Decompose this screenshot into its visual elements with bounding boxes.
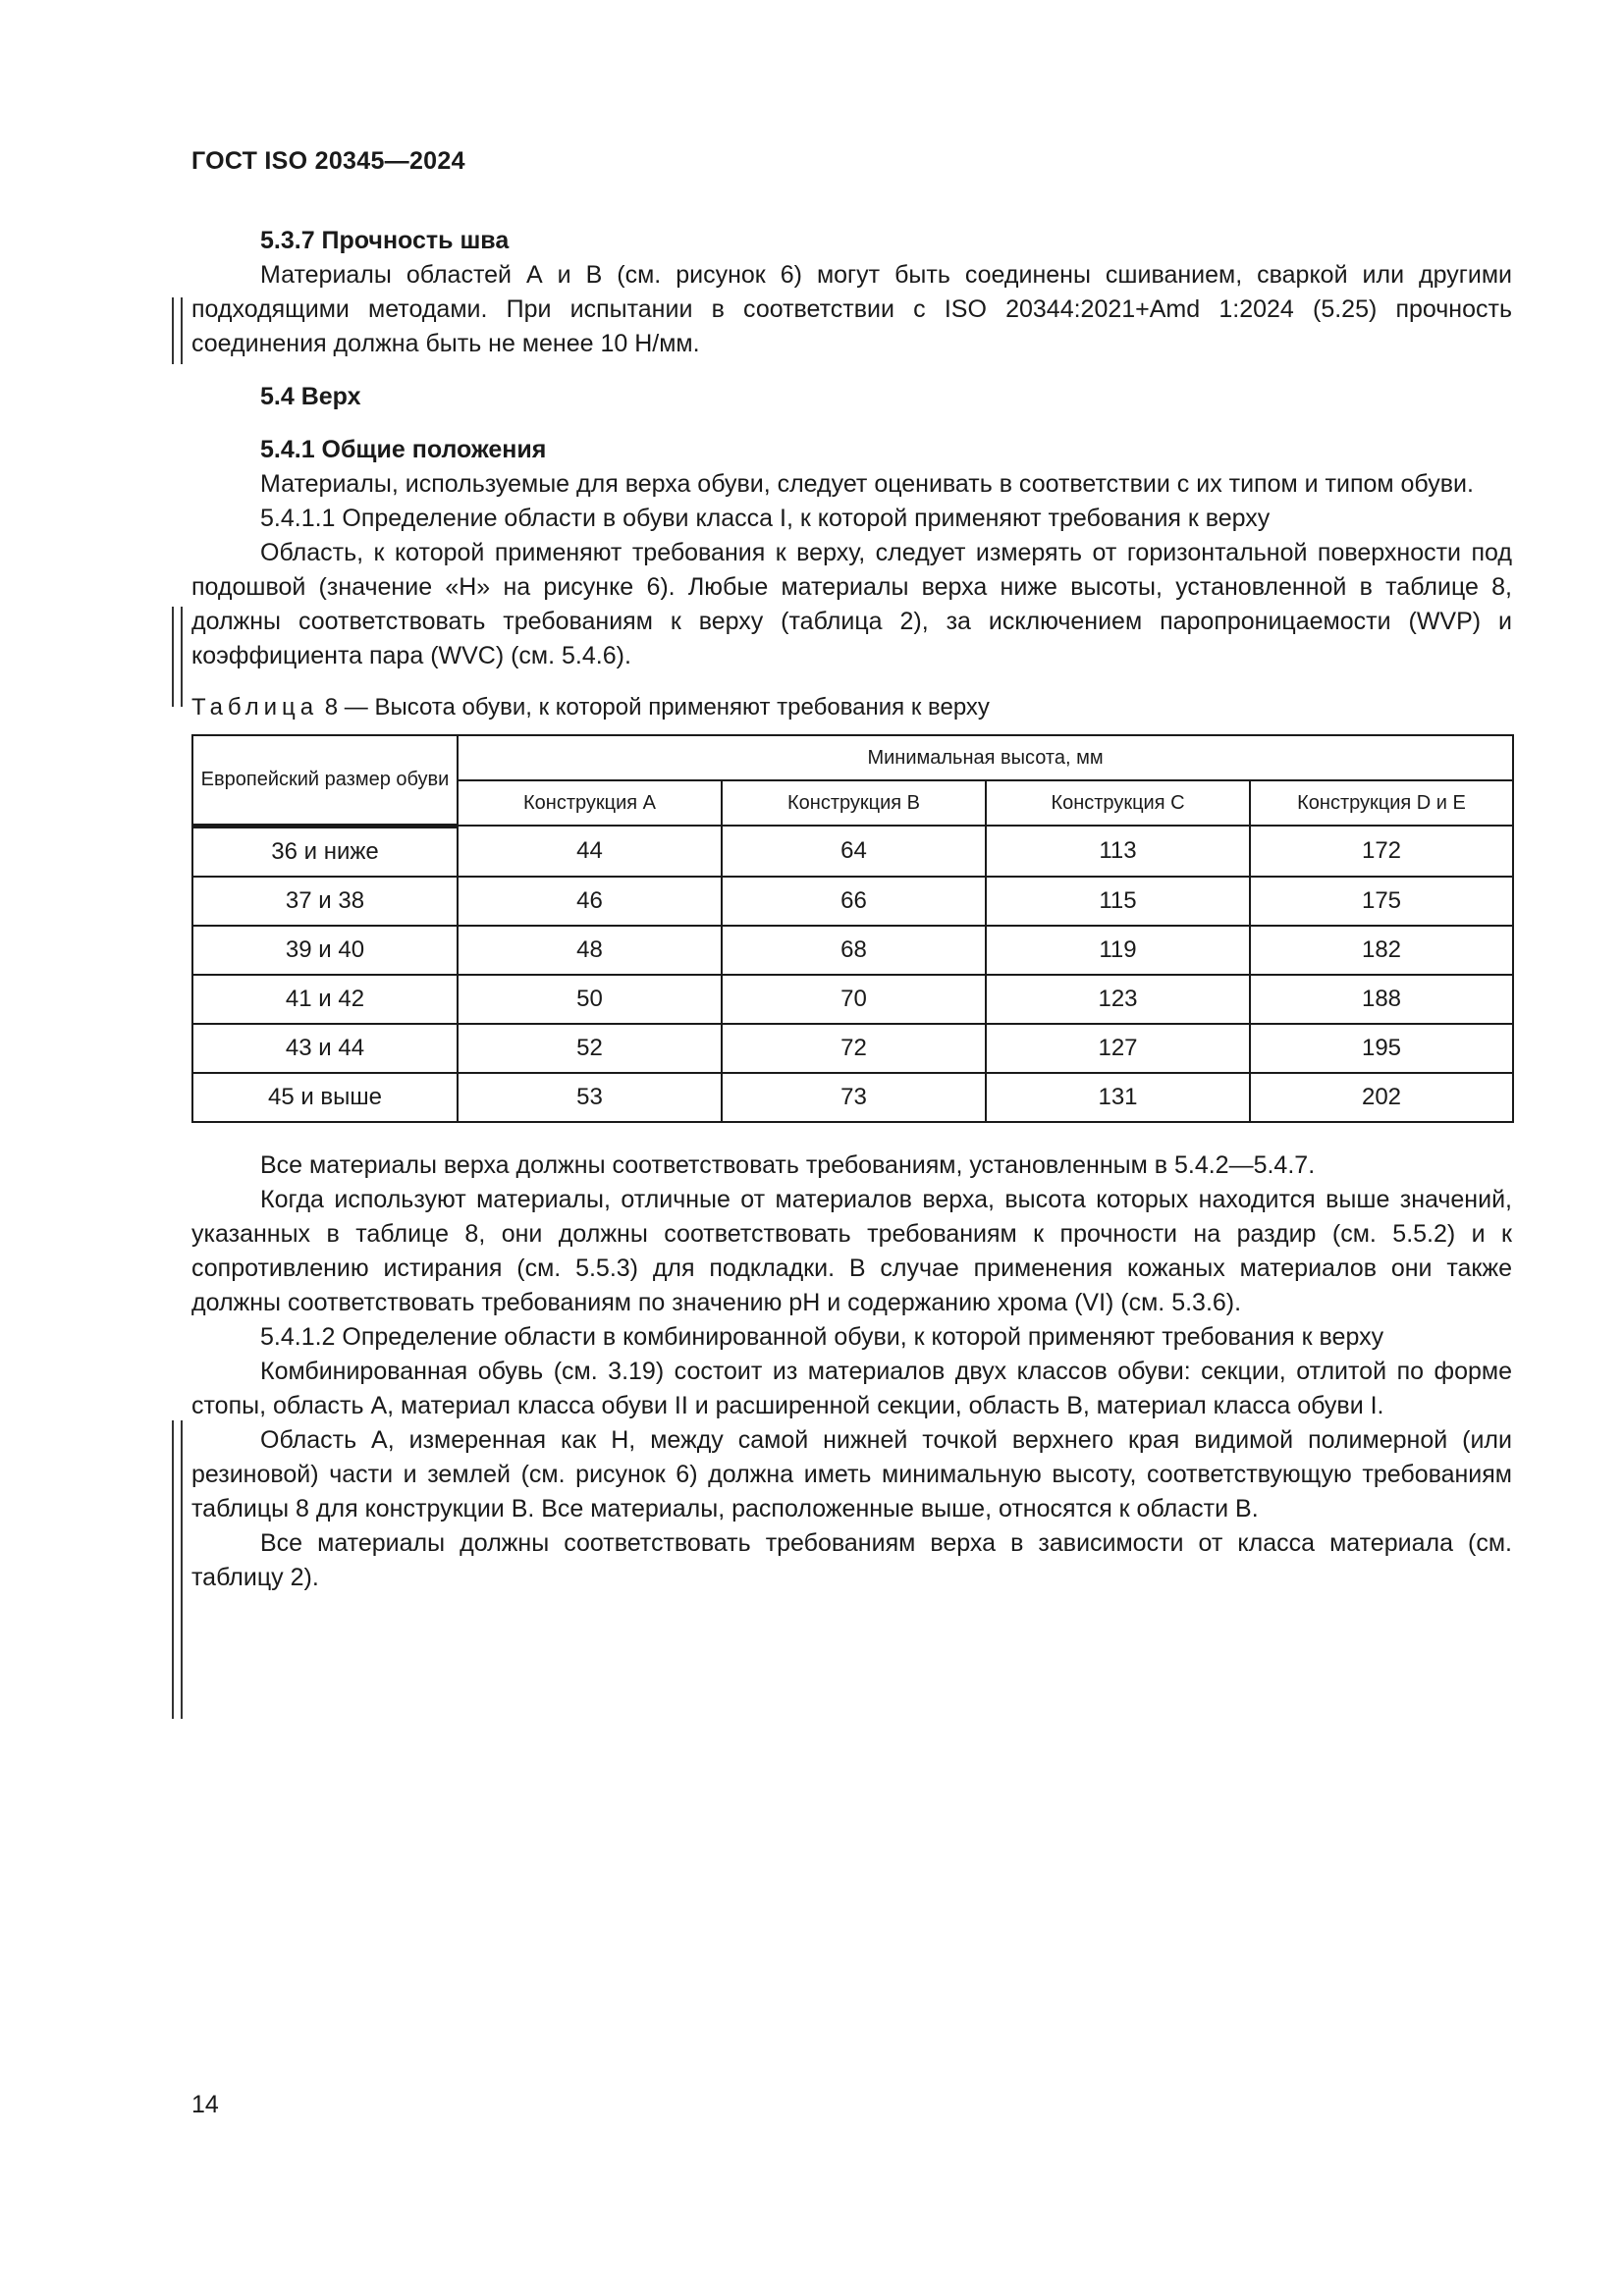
table-cell: 52 bbox=[458, 1024, 722, 1073]
table-cell: 39 и 40 bbox=[192, 926, 458, 975]
height-requirements-table bbox=[191, 734, 1514, 1123]
table-cell: 48 bbox=[458, 926, 722, 975]
column-header-construction-de: Конструкция D и E bbox=[1250, 780, 1513, 826]
table-cell: 195 bbox=[1250, 1024, 1513, 1073]
subsection-heading-5-4-1-2: 5.4.1.2 Определение области в комбинированной обуви, к которой применяют требования к верху bbox=[260, 1322, 1384, 1351]
table-cell: 188 bbox=[1250, 975, 1513, 1024]
table-cell: 53 bbox=[458, 1073, 722, 1122]
paragraph: Материалы областей А и В (см. рисунок 6) могут быть соединены сшиванием, сваркой или другими подходящими методами. При испытании в соответствии с ISO 20344:2021+Amd 1:2024 (5.25) прочность соединения должна быть не менее 10 Н/мм. bbox=[191, 261, 1512, 357]
page-number: 14 bbox=[191, 2091, 219, 2118]
table-cell: 70 bbox=[722, 975, 986, 1024]
section-heading-5-4-1: 5.4.1 Общие положения bbox=[260, 436, 547, 463]
table-cell: 123 bbox=[986, 975, 1250, 1024]
change-bar bbox=[172, 607, 183, 707]
table-cell: 202 bbox=[1250, 1073, 1513, 1122]
document-header: ГОСТ ISO 20345—2024 bbox=[191, 147, 465, 175]
table-row bbox=[192, 877, 1513, 926]
column-group-header-min-height: Минимальная высота, мм bbox=[458, 735, 1513, 780]
table-cell: 131 bbox=[986, 1073, 1250, 1122]
paragraph: Материалы, используемые для верха обуви, следует оценивать в соответствии с их типом и типом обуви. bbox=[260, 470, 1474, 498]
table-cell: 43 и 44 bbox=[192, 1024, 458, 1073]
paragraph: Все материалы должны соответствовать требованиям верха в зависимости от класса материала (см. таблицу 2). bbox=[191, 1528, 1512, 1591]
table-cell: 115 bbox=[986, 877, 1250, 926]
column-header-construction-c: Конструкция С bbox=[986, 780, 1250, 826]
table-cell: 44 bbox=[458, 826, 722, 877]
table-caption bbox=[191, 693, 1512, 722]
table-cell: 127 bbox=[986, 1024, 1250, 1073]
column-header-construction-b: Конструкция В bbox=[722, 780, 986, 826]
table-cell: 72 bbox=[722, 1024, 986, 1073]
change-bar bbox=[172, 1420, 183, 1719]
paragraph: Когда используют материалы, отличные от материалов верха, высота которых находится выше значений, указанных в таблице 8, они должны соответствовать требованиям к прочности на раздир (см. 5.5.2) и к сопротивлению истирания (см. 5.5.3) для подкладки. В случае применения кожаных материалов они также должны соответствовать требованиям по значению pH и содержанию хрома (VI) (см. 5.3.6). bbox=[191, 1185, 1512, 1316]
table-cell: 66 bbox=[722, 877, 986, 926]
table-row bbox=[192, 826, 1513, 877]
table-cell: 50 bbox=[458, 975, 722, 1024]
change-bar bbox=[172, 297, 183, 364]
table-cell: 113 bbox=[986, 826, 1250, 877]
paragraph: Область А, измеренная как H, между самой нижней точкой верхнего края видимой полимерной (или резиновой) части и землей (см. рисунок 6) должна иметь минимальную высоту, соответствующую требованиям таблицы 8 для конструкции В. Все материалы, расположенные выше, относятся к области В. bbox=[191, 1425, 1512, 1522]
table-row bbox=[192, 1073, 1513, 1122]
table-caption-text: 8 — Высота обуви, к которой применяют требования к верху bbox=[318, 694, 990, 721]
table-cell: 36 и ниже bbox=[192, 826, 458, 877]
table-cell: 37 и 38 bbox=[192, 877, 458, 926]
column-header-size: Европейский размер обуви bbox=[192, 735, 458, 826]
table-cell: 64 bbox=[722, 826, 986, 877]
table-cell: 45 и выше bbox=[192, 1073, 458, 1122]
table-cell: 46 bbox=[458, 877, 722, 926]
paragraph: Комбинированная обувь (см. 3.19) состоит из материалов двух классов обуви: секции, отлитой по форме стопы, область А, материал класса обуви II и расширенной секции, область В, материал класса обуви I. bbox=[191, 1357, 1512, 1419]
table-cell: 41 и 42 bbox=[192, 975, 458, 1024]
paragraph: Область, к которой применяют требования к верху, следует измерять от горизонтальной поверхности под подошвой (значение «H» на рисунке 6). Любые материалы верха ниже высоты, установленной в таблице 8, должны соответствовать требованиям к верху (таблица 2), за исключением паропроницаемости (WVP) и коэффициента пара (WVC) (см. 5.4.6). bbox=[191, 539, 1512, 669]
table-caption-label: Таблица bbox=[191, 694, 319, 721]
table-cell: 119 bbox=[986, 926, 1250, 975]
table-cell: 182 bbox=[1250, 926, 1513, 975]
section-heading-5-3-7: 5.3.7 Прочность шва bbox=[260, 227, 510, 254]
table-cell: 175 bbox=[1250, 877, 1513, 926]
table-cell: 73 bbox=[722, 1073, 986, 1122]
table-row bbox=[192, 926, 1513, 975]
table-cell: 68 bbox=[722, 926, 986, 975]
document-body bbox=[191, 224, 1512, 1595]
table-cell: 172 bbox=[1250, 826, 1513, 877]
subsection-heading-5-4-1-1: 5.4.1.1 Определение области в обуви класса I, к которой применяют требования к верху bbox=[260, 505, 1271, 532]
column-header-construction-a: Конструкция А bbox=[458, 780, 722, 826]
section-heading-5-4: 5.4 Верх bbox=[260, 383, 361, 410]
paragraph: Все материалы верха должны соответствовать требованиям, установленным в 5.4.2—5.4.7. bbox=[260, 1150, 1316, 1179]
table-row bbox=[192, 975, 1513, 1024]
table-row bbox=[192, 1024, 1513, 1073]
